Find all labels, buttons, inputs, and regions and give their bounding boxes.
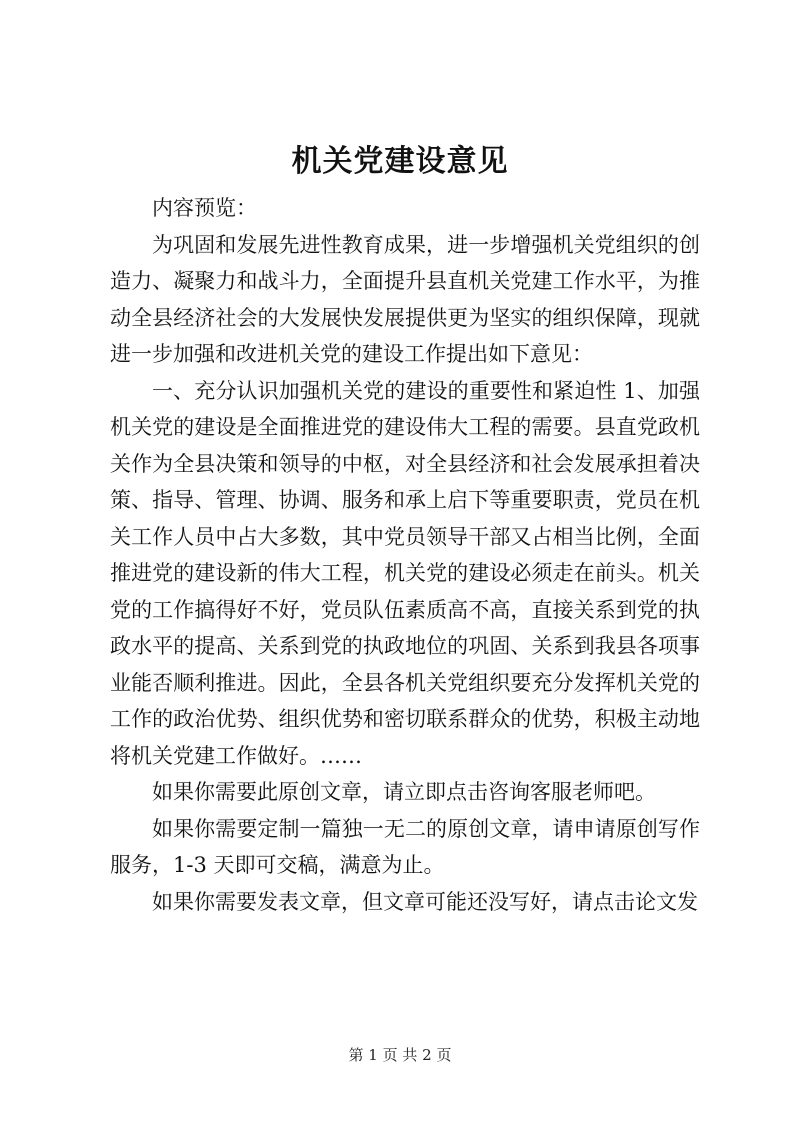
page-footer: 第 1 页 共 2 页 (348, 1046, 452, 1064)
contact-paragraph: 如果你需要此原创文章，请立即点击咨询客服老师吧。 (152, 780, 656, 804)
section-one-paragraph: 一、充分认识加强机关党的建设的重要性和紧迫性 1、加强机关党的建设是全面推进党的建设伟大工程的需要。县直党政机关作为全县决策和领导的中枢，对全县经济和社会发展承担着决策、指导、管理、协调、服务和承上启下等重要职责，党员在机关工作人员中占大多数，其中党员领导干部又占相当比例，全面推进党的建设新的伟大工程，机关党的建设必须走在前头。机关党的工作搞得好不好，党员队伍素质高不高，直接关系到党的执政水平的提高、关系到党的执政地位的巩固、关系到我县各项事业能否顺利推进。因此，全县各机关党组织要充分发挥机关党的工作的政治优势、组织优势和密切联系群众的优势，积极主动地将机关党建工作做好。…… (110, 378, 700, 768)
intro-paragraph: 为巩固和发展先进性教育成果，进一步增强机关党组织的创造力、凝聚力和战斗力，全面提升县直机关党建工作水平，为推动全县经济社会的大发展快发展提供更为坚实的组织保障，现就进一步加强和改进机关党的建设工作提出如下意见： (110, 232, 700, 366)
document-body (110, 190, 700, 920)
publish-paragraph: 如果你需要发表文章，但文章可能还没写好，请点击论文发 (152, 889, 698, 914)
preview-label: 内容预览： (152, 196, 257, 220)
document-title: 机关党建设意见 (291, 144, 509, 179)
custom-writing-paragraph: 如果你需要定制一篇独一无二的原创文章，请申请原创写作服务，1-3 天即可交稿，满意为止。 (110, 816, 700, 877)
